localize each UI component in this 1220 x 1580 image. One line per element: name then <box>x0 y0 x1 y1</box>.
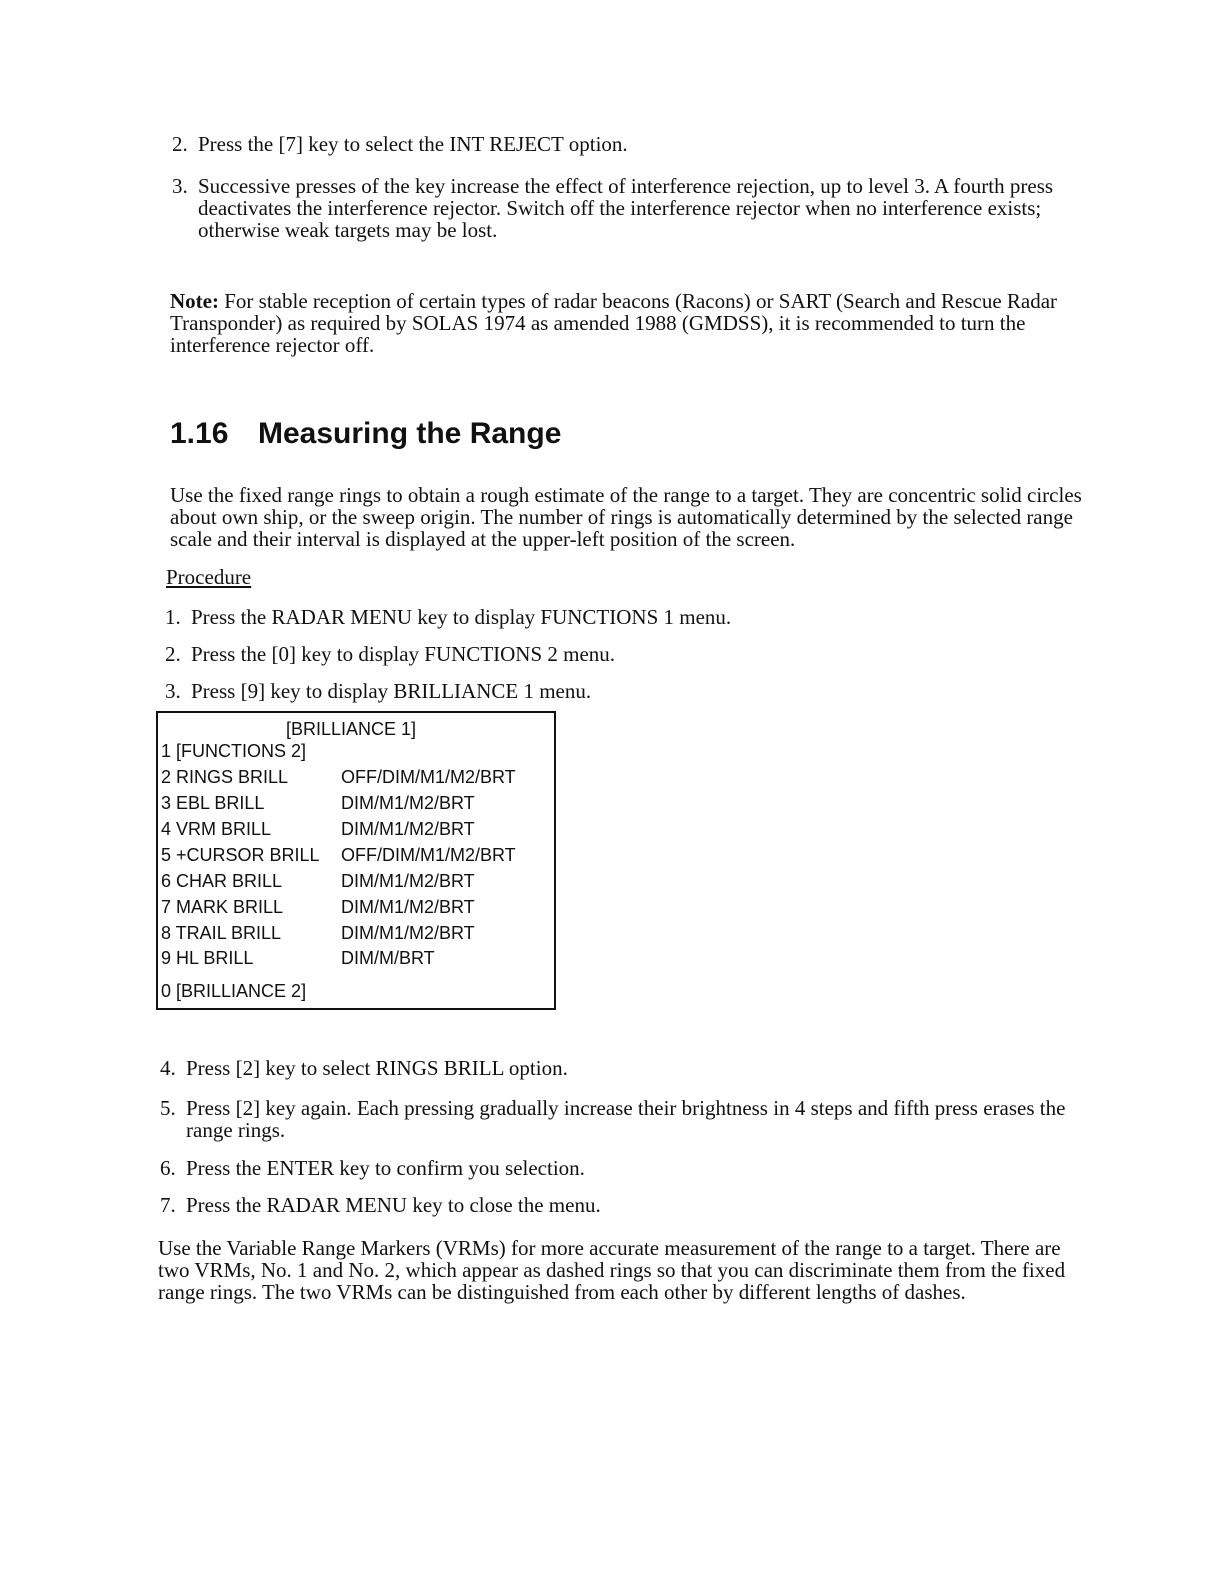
menu-title: [BRILLIANCE 1] <box>286 719 417 739</box>
step-text: Press [2] key again. Each pressing gradually increase their brightness in 4 steps and fifth press erases the range rings. <box>186 1096 1066 1142</box>
menu-item-vrm-brill <box>161 818 475 840</box>
note-paragraph <box>170 290 1115 356</box>
menu-item-label: 8 TRAIL BRILL <box>161 923 282 943</box>
menu-item-mark-brill <box>161 896 475 918</box>
menu-item-value: DIM/M1/M2/BRT <box>341 897 475 917</box>
step-5-increase-brightness <box>160 1097 1100 1141</box>
menu-item-label: 9 HL BRILL <box>161 948 254 968</box>
procedure-label: Procedure <box>166 565 252 589</box>
menu-item-label: 4 VRM BRILL <box>161 819 272 839</box>
menu-item-label: 2 RINGS BRILL <box>161 767 289 787</box>
brilliance-menu-box <box>156 711 556 1010</box>
menu-item-value: DIM/M/BRT <box>341 948 435 968</box>
menu-item-hl-brill <box>161 947 435 969</box>
step-number: 3. <box>165 679 181 703</box>
step-text: Press the [7] key to select the INT REJECT option. <box>198 132 628 156</box>
menu-item-label: 0 [BRILLIANCE 2] <box>161 981 307 1001</box>
menu-item-trail-brill <box>161 922 475 944</box>
menu-item-label: 3 EBL BRILL <box>161 793 265 813</box>
menu-item-value: OFF/DIM/M1/M2/BRT <box>341 845 516 865</box>
menu-item-cursor-brill <box>161 844 516 866</box>
step-number: 4. <box>160 1056 176 1080</box>
menu-item-value: DIM/M1/M2/BRT <box>341 871 475 891</box>
menu-item-value: DIM/M1/M2/BRT <box>341 819 475 839</box>
step-number: 7. <box>160 1193 176 1217</box>
step-text: Press the ENTER key to confirm you selection. <box>186 1156 585 1180</box>
step-text: Press [9] key to display BRILLIANCE 1 menu. <box>191 679 592 703</box>
step-number: 6. <box>160 1156 176 1180</box>
step-text: Press the RADAR MENU key to display FUNCTIONS 1 menu. <box>191 605 732 629</box>
step-6-confirm <box>160 1157 1100 1179</box>
section-heading <box>170 416 561 452</box>
step-text: Successive presses of the key increase the effect of interference rejection, up to level 3. A fourth press deactivates the interference rejector. Switch off the interference rejector when no interference exists; otherwise weak targets may be lost. <box>198 174 1054 242</box>
step-number: 5. <box>160 1096 176 1120</box>
step-text: Press the RADAR MENU key to close the menu. <box>186 1193 601 1217</box>
menu-item-brilliance-2 <box>161 980 341 1002</box>
menu-item-rings-brill <box>161 766 516 788</box>
step-3-successive-presses <box>172 175 1112 241</box>
step-2-functions-2 <box>165 643 1105 665</box>
note-label: Note: <box>170 289 219 313</box>
menu-item-functions-2 <box>161 740 341 762</box>
step-7-close-menu <box>160 1194 1100 1216</box>
menu-item-value: DIM/M1/M2/BRT <box>341 923 475 943</box>
section-title: Measuring the Range <box>258 417 562 450</box>
step-text: Press the [0] key to display FUNCTIONS 2 menu. <box>191 642 616 666</box>
menu-item-value: OFF/DIM/M1/M2/BRT <box>341 767 516 787</box>
menu-item-label: 6 CHAR BRILL <box>161 871 283 891</box>
step-3-brilliance-1 <box>165 680 1105 702</box>
step-1-radar-menu <box>165 606 1105 628</box>
step-4-select-rings-brill <box>160 1057 1100 1079</box>
menu-item-char-brill <box>161 870 475 892</box>
step-number: 2. <box>165 642 181 666</box>
step-2-int-reject <box>172 133 1112 155</box>
step-text: Press [2] key to select RINGS BRILL option. <box>186 1056 568 1080</box>
step-number: 3. <box>172 174 188 198</box>
section-number: 1.16 <box>170 417 229 450</box>
step-number: 1. <box>165 605 181 629</box>
step-number: 2. <box>172 132 188 156</box>
menu-item-ebl-brill <box>161 792 475 814</box>
note-text: For stable reception of certain types of radar beacons (Racons) or SART (Search and Rescue Radar Transponder) as required by SOLAS 1974 as amended 1988 (GMDSS), it is recommended to turn the interference rejector off. <box>170 289 1058 357</box>
menu-item-label: 1 [FUNCTIONS 2] <box>161 741 307 761</box>
section-intro: Use the fixed range rings to obtain a rough estimate of the range to a target. They are concentric solid circles about own ship, or the sweep origin. The number of rings is automatically determined by the selected range scale and their interval is displayed at the upper-left position of the screen. <box>170 483 1082 551</box>
menu-item-label: 5 +CURSOR BRILL <box>161 845 320 865</box>
menu-item-label: 7 MARK BRILL <box>161 897 284 917</box>
vrm-paragraph: Use the Variable Range Markers (VRMs) for more accurate measurement of the range to a target. There are two VRMs, No. 1 and No. 2, which appear as dashed rings so that you can discriminate them from the fixed range rings. The two VRMs can be distinguished from each other by different lengths of dashes. <box>158 1236 1066 1304</box>
menu-item-value: DIM/M1/M2/BRT <box>341 793 475 813</box>
